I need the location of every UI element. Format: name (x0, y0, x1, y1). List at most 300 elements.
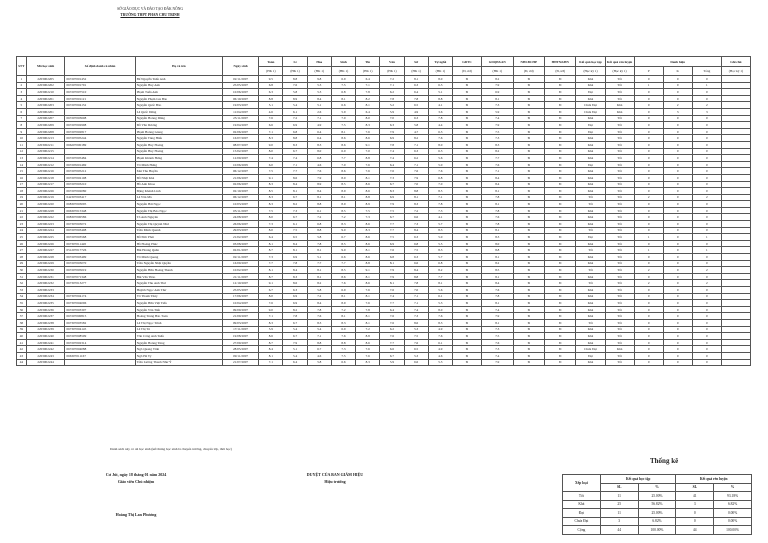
table-cell (721, 359, 750, 366)
table-cell: Tốt (605, 339, 634, 346)
table-cell: 0 (634, 352, 663, 359)
table-cell (65, 287, 135, 294)
table-cell: Đ (513, 135, 544, 142)
table-cell: 7.6 (428, 168, 452, 175)
table-cell: 8.0 (259, 227, 283, 234)
table-row (17, 319, 751, 326)
table-cell: 5.1 (259, 102, 283, 109)
table-cell: 7.6 (283, 82, 307, 89)
stats-cell: Tốt (563, 492, 601, 501)
table-cell: 6.4 (307, 135, 331, 142)
table-cell: Khá (576, 188, 605, 195)
table-cell: Khá (576, 306, 605, 313)
table-cell (721, 306, 750, 313)
table-cell: Đ (452, 76, 481, 83)
table-cell: 6.7 (259, 287, 283, 294)
table-cell: 2203002230 (26, 267, 65, 274)
table-cell: 19/03/2007 (222, 102, 258, 109)
table-cell: Đ (545, 319, 576, 326)
table-cell: 2203002232 (26, 280, 65, 287)
table-cell: 8.0 (331, 174, 355, 181)
table-cell: 7.6 (259, 300, 283, 307)
table-cell: 0 (634, 188, 663, 195)
table-cell: Đ (545, 102, 576, 109)
table-cell: 2203002216 (26, 168, 65, 175)
stats-row (563, 526, 752, 535)
table-cell: 0 (692, 359, 721, 366)
table-cell: 6.6 (404, 260, 428, 267)
table-cell: 6.5 (404, 102, 428, 109)
table-cell: 8.2 (482, 76, 513, 83)
table-cell: 8.4 (307, 300, 331, 307)
table-cell: Khá (605, 108, 634, 115)
table-cell: Hồ Hoàng Phúc (135, 240, 222, 247)
table-cell: 2203002210 (26, 89, 65, 96)
table-cell: 5.6 (428, 287, 452, 294)
table-cell: 21 (17, 207, 27, 214)
table-cell: 5.1 (428, 89, 452, 96)
table-cell: 05/11/2007 (222, 207, 258, 214)
col-subject: HĐTN&HN (545, 57, 576, 67)
table-cell: 8.4 (404, 267, 428, 274)
table-cell: 7.6 (356, 161, 380, 168)
col-subject: Lí (283, 57, 307, 67)
table-cell: Tốt (576, 319, 605, 326)
table-cell: Đ (545, 346, 576, 353)
table-cell: 5.3 (404, 352, 428, 359)
table-cell: 7.9 (482, 122, 513, 129)
table-cell: 6.3 (404, 82, 428, 89)
table-cell: Đ (513, 313, 544, 320)
table-cell: 8.3 (259, 319, 283, 326)
table-cell (721, 76, 750, 83)
table-cell: Đ (452, 280, 481, 287)
table-cell: 6.9 (283, 122, 307, 129)
table-cell: Nguyễn Quốc Bảo (135, 102, 222, 109)
table-cell: 0 (692, 188, 721, 195)
table-cell: 2203002241 (26, 339, 65, 346)
table-cell: 6.4 (356, 108, 380, 115)
table-cell: Mai Thu Huyền (135, 168, 222, 175)
table-cell: 0 (692, 214, 721, 221)
table-cell: Tốt (605, 76, 634, 83)
stats-cell: 25.00% (638, 509, 676, 518)
table-cell: 8.1 (356, 102, 380, 109)
table-cell: 7.2 (380, 76, 404, 83)
table-cell: Khá (576, 95, 605, 102)
table-cell: Đ (513, 168, 544, 175)
table-row (17, 194, 751, 201)
table-cell: 5.8 (404, 122, 428, 129)
table-cell: 6.7 (283, 194, 307, 201)
table-cell: 0 (692, 141, 721, 148)
table-cell (721, 333, 750, 340)
table-cell: 2 (663, 102, 692, 109)
table-cell (721, 148, 750, 155)
table-cell: 8.8 (428, 95, 452, 102)
table-cell: Tốt (605, 214, 634, 221)
table-cell: 0 (692, 135, 721, 142)
table-row (17, 287, 751, 294)
table-cell: Đ (513, 148, 544, 155)
table-cell: Đ (545, 155, 576, 162)
table-cell: 8.3 (428, 319, 452, 326)
table-cell: 7.3 (356, 214, 380, 221)
table-cell: 5.3 (307, 89, 331, 96)
table-cell: 9.1 (356, 141, 380, 148)
table-cell: 7.5 (283, 227, 307, 234)
table-cell: 0 (692, 326, 721, 333)
table-cell: 7.7 (331, 260, 355, 267)
table-cell: 8.9 (307, 181, 331, 188)
table-cell: 8.1 (482, 273, 513, 280)
table-cell: 5.4 (307, 326, 331, 333)
table-cell: Đạt (576, 234, 605, 241)
table-cell: 0 (663, 214, 692, 221)
table-cell: Khá (576, 214, 605, 221)
stats-title: Thống kê (650, 457, 679, 465)
table-cell: 4.9 (404, 108, 428, 115)
table-cell: Tốt (605, 240, 634, 247)
table-cell: 7.0 (428, 181, 452, 188)
table-cell: 8.4 (283, 267, 307, 274)
table-cell (721, 273, 750, 280)
table-cell: 2203002213 (26, 135, 65, 142)
table-cell: 5.6 (428, 155, 452, 162)
table-cell: 7.6 (380, 333, 404, 340)
table-cell: 067207003307 (65, 306, 135, 313)
table-cell: 067207003608 (65, 115, 135, 122)
table-cell: 8.4 (259, 346, 283, 353)
table-cell: Đ (452, 359, 481, 366)
table-cell: 2203002211 (26, 141, 65, 148)
table-cell: Phạm Hoàng Giang (135, 128, 222, 135)
col-subheader: P (634, 67, 663, 76)
table-cell (65, 359, 135, 366)
table-cell: 7.5 (404, 247, 428, 254)
table-cell: 8.9 (356, 201, 380, 208)
table-cell: Khá (576, 333, 605, 340)
table-cell: 7.9 (482, 359, 513, 366)
table-cell: Khá (576, 326, 605, 333)
table-cell: 0 (692, 319, 721, 326)
table-cell: Đ (452, 221, 481, 228)
table-cell: 7.9 (307, 174, 331, 181)
table-cell: 7.1 (404, 293, 428, 300)
table-row (17, 76, 751, 83)
table-row (17, 214, 751, 221)
table-cell: 0 (692, 168, 721, 175)
table-cell: Võ Minh Hưng (135, 161, 222, 168)
table-cell: 0 (634, 214, 663, 221)
table-cell: 9.8 (307, 76, 331, 83)
table-row (17, 95, 751, 102)
table-cell: Đ (545, 273, 576, 280)
table-cell: 7.8 (428, 201, 452, 208)
table-cell: 5.1 (307, 102, 331, 109)
table-cell: 6.1 (428, 339, 452, 346)
table-cell: 8.1 (259, 267, 283, 274)
table-cell: Đ (513, 234, 544, 241)
table-cell: 4.1 (428, 102, 452, 109)
table-cell (721, 207, 750, 214)
table-cell: 0 (692, 313, 721, 320)
table-cell: 2203002231 (26, 273, 65, 280)
table-cell: Đ (513, 95, 544, 102)
table-cell: 8.8 (259, 95, 283, 102)
table-cell: 6.8 (283, 128, 307, 135)
table-cell: 067207003568 (65, 234, 135, 241)
table-cell: 067207002314 (65, 339, 135, 346)
table-cell: 5.8 (307, 234, 331, 241)
table-cell (721, 82, 750, 89)
table-note: Danh sách này có 44 học sinh (kết thúng học sinh là chuyển trường, chuyển lớp, thôi học) (110, 447, 232, 451)
table-cell: 02/06/2007 (222, 181, 258, 188)
table-cell: 9.1 (356, 267, 380, 274)
table-cell: Đ (545, 168, 576, 175)
table-cell: Đ (452, 141, 481, 148)
col-subheader: (HK 1) (428, 67, 452, 76)
table-cell: 2203002227 (26, 247, 65, 254)
table-cell: 7.6 (331, 280, 355, 287)
table-cell: 2203002203 (26, 102, 65, 109)
table-cell: 5.7 (428, 254, 452, 261)
table-cell: 2203002235 (26, 300, 65, 307)
table-cell: Chưa Đạt (576, 102, 605, 109)
table-cell: 051207017726 (65, 247, 135, 254)
table-cell: 8.8 (307, 339, 331, 346)
table-cell: Đ (513, 181, 544, 188)
table-cell: 067207071348 (65, 273, 135, 280)
table-cell: Đ (452, 128, 481, 135)
table-cell: 7.2 (331, 214, 355, 221)
table-cell: 7.9 (404, 174, 428, 181)
table-cell: 0 (634, 306, 663, 313)
table-cell: 10/06/2007 (222, 89, 258, 96)
table-cell: 2 (692, 280, 721, 287)
table-cell: 7.1 (356, 82, 380, 89)
stats-cell: 25.00% (638, 492, 676, 501)
table-row (17, 240, 751, 247)
table-cell: 0 (663, 95, 692, 102)
table-cell: 0 (634, 181, 663, 188)
table-cell: 8.6 (331, 135, 355, 142)
table-cell: 18 (17, 188, 27, 195)
table-cell: Đ (545, 115, 576, 122)
table-cell: 0 (663, 313, 692, 320)
col-subheader: (Hạc kỳ 1) (605, 67, 634, 76)
table-cell: 2203002220 (26, 201, 65, 208)
table-cell: 17 (17, 181, 27, 188)
table-cell: 067205001469 (65, 161, 135, 168)
table-cell: 7.6 (356, 168, 380, 175)
table-cell: Đ (513, 214, 544, 221)
table-cell: 0 (634, 221, 663, 228)
table-cell: Đ (513, 207, 544, 214)
table-cell: 7.6 (428, 333, 452, 340)
table-cell: 0 (692, 293, 721, 300)
table-cell: 8.0 (428, 141, 452, 148)
table-cell: Tốt (605, 359, 634, 366)
table-cell: 4.9 (428, 326, 452, 333)
table-cell: Tốt (576, 194, 605, 201)
table-cell: Tốt (605, 141, 634, 148)
table-cell: Đặng Khánh Linh (135, 188, 222, 195)
table-cell: Nguyễn Thu Anh Thư (135, 280, 222, 287)
table-cell: Đ (452, 201, 481, 208)
col-note: Ghi chú (721, 57, 750, 67)
table-cell (721, 89, 750, 96)
table-cell: 0 (663, 234, 692, 241)
table-cell: 8.1 (482, 254, 513, 261)
table-row (17, 313, 751, 320)
table-cell: Đ (452, 108, 481, 115)
stats-cell: Khá (563, 500, 601, 509)
table-row (17, 148, 751, 155)
table-cell: 8.0 (428, 306, 452, 313)
sign-teacher-name: Hoàng Thị Lan Phương (115, 512, 157, 517)
table-cell: Đ (513, 339, 544, 346)
table-cell: Tốt (605, 352, 634, 359)
table-cell: 6.4 (356, 76, 380, 83)
table-cell: Đ (513, 333, 544, 340)
table-cell: 0 (634, 300, 663, 307)
table-cell: 7.5 (482, 333, 513, 340)
table-cell: Đ (545, 135, 576, 142)
table-cell: 7.6 (356, 352, 380, 359)
table-cell: 6.7 (307, 346, 331, 353)
table-cell: 7.6 (404, 168, 428, 175)
table-cell: Đ (452, 214, 481, 221)
table-cell: 0 (663, 221, 692, 228)
table-cell: 6.8 (331, 89, 355, 96)
table-cell: Đ (452, 181, 481, 188)
table-cell: 6.3 (404, 148, 428, 155)
table-cell: 067207005484 (65, 155, 135, 162)
sign-teacher-role: Giáo viên Chủ nhiệm (117, 479, 155, 484)
table-cell: 0 (663, 287, 692, 294)
sign-date: Cư Jút, ngày 18 tháng 01 năm 2024 (105, 472, 167, 477)
table-cell: 8.8 (356, 260, 380, 267)
table-cell (721, 326, 750, 333)
table-cell: 6.6 (331, 102, 355, 109)
table-cell: 8.5 (482, 267, 513, 274)
table-cell: 35 (17, 300, 27, 307)
table-cell: 8.3 (259, 201, 283, 208)
table-cell: Đ (513, 141, 544, 148)
table-cell: 0 (692, 227, 721, 234)
table-cell: 6.3 (404, 254, 428, 261)
table-cell: 4.6 (307, 161, 331, 168)
table-cell: 8.4 (283, 181, 307, 188)
table-cell: 8.0 (482, 240, 513, 247)
table-cell: 7.1 (428, 194, 452, 201)
table-cell: Tốt (605, 155, 634, 162)
table-cell: 7.8 (307, 306, 331, 313)
table-cell: 5.3 (428, 300, 452, 307)
table-cell (721, 214, 750, 221)
table-cell: Đ (452, 300, 481, 307)
table-row (17, 207, 751, 214)
table-cell: Tô Anh Nguyên (135, 214, 222, 221)
table-row (17, 300, 751, 307)
col-subject: Sinh (331, 57, 355, 67)
table-cell: 8.2 (283, 201, 307, 208)
table-cell: 0 (634, 135, 663, 142)
table-cell: 2203002219 (26, 194, 65, 201)
table-cell: Đ (513, 188, 544, 195)
table-cell: 6.1 (428, 293, 452, 300)
table-cell: 33 (17, 287, 27, 294)
table-cell: Đ (545, 122, 576, 129)
table-cell: 7.1 (307, 115, 331, 122)
table-cell: 4.6 (428, 352, 452, 359)
table-cell: 5.4 (283, 326, 307, 333)
table-cell: 6.3 (283, 287, 307, 294)
table-cell: Tốt (605, 95, 634, 102)
table-cell: Đ (452, 82, 481, 89)
table-cell: 6.3 (428, 148, 452, 155)
table-cell: 7.3 (428, 207, 452, 214)
table-cell: 5.3 (428, 359, 452, 366)
table-cell: Tốt (605, 293, 634, 300)
table-cell: 5.5 (428, 240, 452, 247)
table-cell: 0 (634, 122, 663, 129)
table-cell: Đ (545, 89, 576, 96)
table-cell: 6.4 (404, 89, 428, 96)
table-cell: 2203002225 (26, 234, 65, 241)
table-cell: 0 (692, 240, 721, 247)
table-cell: 7.8 (428, 115, 452, 122)
table-cell: 6.6 (404, 214, 428, 221)
table-cell: 7.4 (482, 115, 513, 122)
table-cell: 067307004096 (65, 300, 135, 307)
table-cell: 8.1 (307, 273, 331, 280)
table-cell: Khá (605, 346, 634, 353)
col-result: Kết quả học tập (576, 57, 605, 67)
table-cell: Chưa Đạt (576, 108, 605, 115)
table-cell: 7.6 (482, 339, 513, 346)
table-cell: 8.1 (356, 293, 380, 300)
ministry-name: SỞ GIÁO DỤC VÀ ĐÀO TẠO ĐẮK NÔNG (117, 7, 183, 11)
table-row (17, 260, 751, 267)
table-cell: 0 (692, 339, 721, 346)
table-cell: 7.8 (380, 141, 404, 148)
table-cell: 7.5 (482, 128, 513, 135)
table-cell: 8.1 (331, 293, 355, 300)
table-cell: Tốt (605, 89, 634, 96)
table-cell: 5.1 (307, 254, 331, 261)
table-cell: 1 (634, 234, 663, 241)
table-cell: 44 (17, 359, 27, 366)
table-cell: 40 (17, 333, 27, 340)
table-cell: 02/11/2007 (222, 254, 258, 261)
table-cell: 0 (663, 339, 692, 346)
table-cell: 28/05/2007 (222, 346, 258, 353)
table-cell: 8.1 (482, 227, 513, 234)
table-cell: Tốt (605, 201, 634, 208)
table-cell: 9 (17, 128, 27, 135)
stats-sl: SL (600, 483, 638, 492)
table-cell: 5.3 (307, 82, 331, 89)
table-cell: 6.7 (331, 234, 355, 241)
table-cell: 2203002228 (26, 254, 65, 261)
table-row (17, 161, 751, 168)
table-cell: 7.8 (356, 306, 380, 313)
table-cell: 8.8 (283, 135, 307, 142)
table-cell: Đạt (576, 89, 605, 96)
table-cell: 8.1 (331, 95, 355, 102)
